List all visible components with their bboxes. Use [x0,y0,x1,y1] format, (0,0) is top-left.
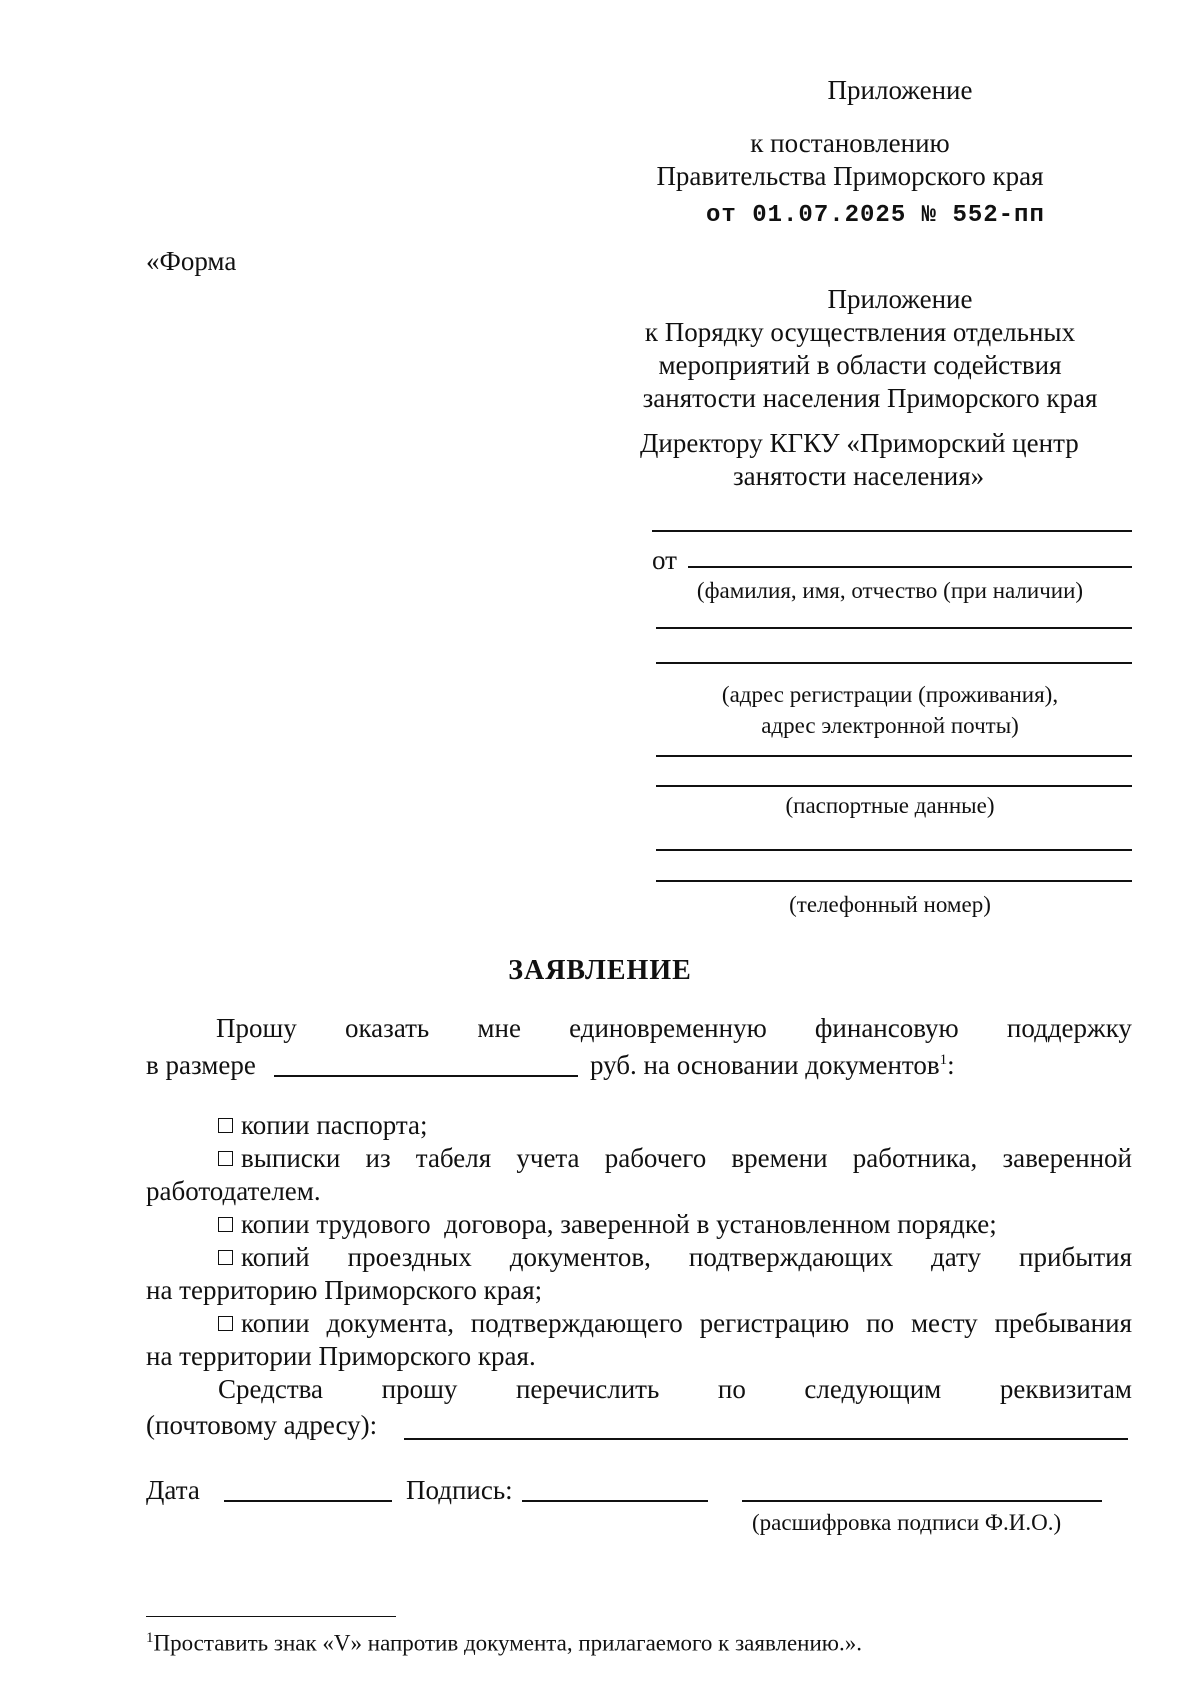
request-word: единовременную [569,1013,767,1043]
transfer-line-2: (почтовому адресу): [146,1410,378,1440]
blank-line-address-2[interactable] [656,662,1132,664]
doc-item-timesheet [218,1143,1132,1174]
request-line-2-text: руб. на основании документов [590,1050,940,1080]
checkbox-registration[interactable] [218,1316,233,1331]
blank-line-amount[interactable] [274,1075,578,1077]
checkbox-tickets[interactable] [218,1250,233,1265]
transfer-word: прошу [381,1374,458,1404]
doc-item-text: копии паспорта; [241,1110,428,1140]
doc-item-text: копии документа, подтверждающего регистрацию по месту пребывания [241,1308,1132,1338]
checkbox-contract[interactable] [218,1217,233,1232]
address-hint-line-1: (адрес регистрации (проживания), [721,682,1059,707]
signature-label: Подпись: [406,1475,513,1505]
from-label: от [652,545,677,575]
footnote-text: Проставить знак «V» напротив документа, прилагаемого к заявлению.». [153,1630,862,1656]
blank-line-passport-1[interactable] [656,755,1132,757]
checkbox-timesheet[interactable] [218,1151,233,1166]
footnote-mark-bottom: 1 [146,1630,154,1646]
doc-item-text: выписки из табеля учета рабочего времени работника, заверенной [241,1143,1132,1173]
blank-line-passport-2[interactable] [656,785,1132,787]
blank-line-requisites[interactable] [404,1438,1128,1440]
footnote [146,1630,862,1657]
checkbox-passport[interactable] [218,1118,233,1133]
doc-item-text: копий проездных документов, подтверждающих дату прибытия [241,1242,1132,1272]
order-appendix-line-3: занятости населения Приморского края [642,383,1098,413]
blank-line-decoding[interactable] [742,1500,1102,1502]
appendix-label: Приложение [827,75,973,105]
request-word: Прошу [216,1013,297,1043]
doc-item-text: копии трудового договора, заверенной в установленном порядке; [241,1209,997,1239]
addressee-line-1: Директору КГКУ «Приморский центр [640,428,1079,458]
form-label: «Форма [146,246,237,276]
blank-line-address-1[interactable] [656,627,1132,629]
doc-item-tickets [218,1242,1132,1273]
decree-line-1: к постановлению [750,128,950,158]
order-appendix-line-2: мероприятий в области содействия [658,350,1062,380]
footnote-separator [146,1616,396,1617]
document-title: ЗАЯВЛЕНИЕ [508,955,692,986]
transfer-line-1 [218,1374,1132,1405]
transfer-word: реквизитам [999,1374,1132,1404]
transfer-word: следующим [804,1374,942,1404]
request-word: финансовую [814,1013,959,1043]
request-word: поддержку [1006,1013,1132,1043]
transfer-word: перечислить [515,1374,660,1404]
blank-line-phone-1[interactable] [656,849,1132,851]
blank-line-fio[interactable] [688,566,1132,568]
blank-line-signature[interactable] [522,1500,708,1502]
footnote-mark: 1 [939,1052,948,1068]
request-line-2-start: в размере [146,1050,256,1080]
doc-item-passport [218,1110,427,1141]
doc-item-timesheet-cont: работодателем. [146,1176,321,1206]
order-appendix-line-1: к Порядку осуществления отдельных [644,317,1076,347]
addressee-line-2: занятости населения» [733,461,985,491]
phone-hint: (телефонный номер) [789,892,991,917]
blank-line-date[interactable] [224,1500,392,1502]
request-line-1 [216,1013,1132,1044]
doc-item-registration-cont: на территории Приморского края. [146,1341,536,1371]
date-label: Дата [146,1475,200,1505]
decree-line-2: Правительства Приморского края [656,161,1044,191]
request-colon: : [947,1050,955,1080]
request-word: мне [477,1013,521,1043]
decoding-hint: (расшифровка подписи Ф.И.О.) [752,1510,1062,1535]
fio-hint: (фамилия, имя, отчество (при наличии) [696,578,1084,603]
decree-date-number-stamp: от 01.07.2025 № 552-пп [706,202,1045,229]
blank-line-name-1[interactable] [652,530,1132,532]
address-hint-line-2: адрес электронной почты) [761,713,1019,738]
request-line-2-end [590,1050,955,1081]
blank-line-phone-2[interactable] [656,880,1132,882]
doc-item-contract [218,1209,997,1240]
doc-item-tickets-cont: на территорию Приморского края; [146,1275,543,1305]
order-appendix-label: Приложение [827,284,973,314]
transfer-word: Средства [218,1374,324,1404]
request-word: оказать [344,1013,430,1043]
passport-hint: (паспортные данные) [785,793,995,818]
doc-item-registration [218,1308,1132,1339]
transfer-word: по [717,1374,746,1404]
